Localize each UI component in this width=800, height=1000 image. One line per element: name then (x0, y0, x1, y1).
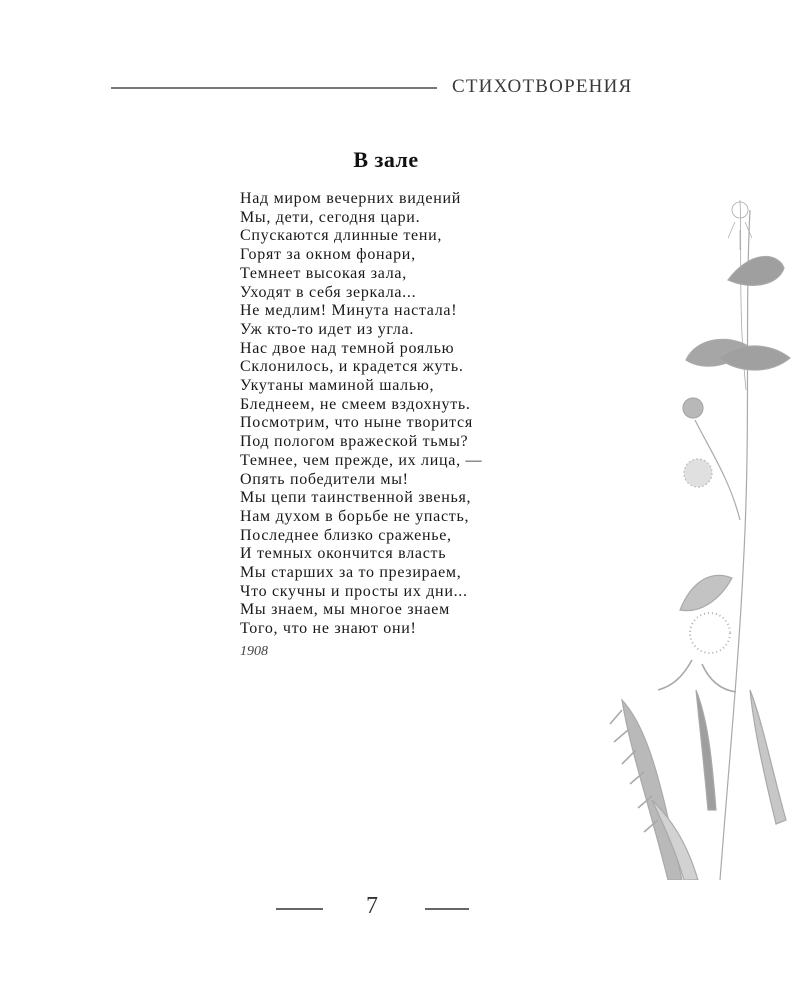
poem-line: Последнее близко сраженье, (240, 526, 452, 544)
poem-line: Под пологом вражеской тьмы? (240, 433, 469, 451)
section-title: СТИХОТВОРЕНИЯ (452, 76, 633, 97)
poem-line: Темнее, чем прежде, их лица, — (240, 451, 483, 469)
poem-title: В зале (353, 147, 419, 172)
poem-line: Уходят в себя зеркала... (240, 283, 417, 301)
poem-line: Опять победители мы! (240, 470, 409, 488)
poem-line: Укутаны маминой шалью, (240, 377, 435, 395)
header-rule (111, 87, 437, 89)
footer-rule-right (425, 908, 469, 910)
poem-line: Того, что не знают они! (240, 620, 417, 638)
poem-line: Темнеет высокая зала, (240, 264, 407, 282)
poem-line: И темных окончится власть (240, 545, 447, 563)
poem-line: Мы, дети, сегодня цари. (240, 208, 421, 226)
poem-line: Горят за окном фонари, (240, 246, 416, 264)
poem-line: Мы знаем, мы многое знаем (240, 601, 450, 619)
running-header (0, 72, 800, 102)
poem-line: Склонилось, и крадется жуть. (240, 358, 464, 376)
poem-line: Бледнеем, не смеем вздохнуть. (240, 395, 471, 413)
poem-line: Посмотрим, что ныне творится (240, 414, 473, 432)
poem-line: Не медлим! Минута настала! (240, 302, 458, 320)
page-number: 7 (366, 893, 378, 919)
poem-year: 1908 (240, 644, 268, 659)
wildflower-illustration-icon (600, 190, 800, 880)
page-footer (0, 895, 800, 925)
footer-rule-left (276, 908, 323, 910)
poem-line: Мы цепи таинственной звенья, (240, 489, 472, 507)
poem-line: Уж кто-то идет из угла. (240, 320, 415, 338)
poem-line: Нам духом в борьбе не упасть, (240, 507, 470, 525)
poem-line: Что скучны и просты их дни... (240, 582, 468, 600)
poem-body (240, 190, 600, 639)
poem-line: Мы старших за то презираем, (240, 564, 462, 582)
poem-line: Над миром вечерних видений (240, 190, 461, 207)
poem-line: Нас двое над темной роялью (240, 339, 455, 357)
poem-line: Спускаются длинные тени, (240, 227, 443, 245)
